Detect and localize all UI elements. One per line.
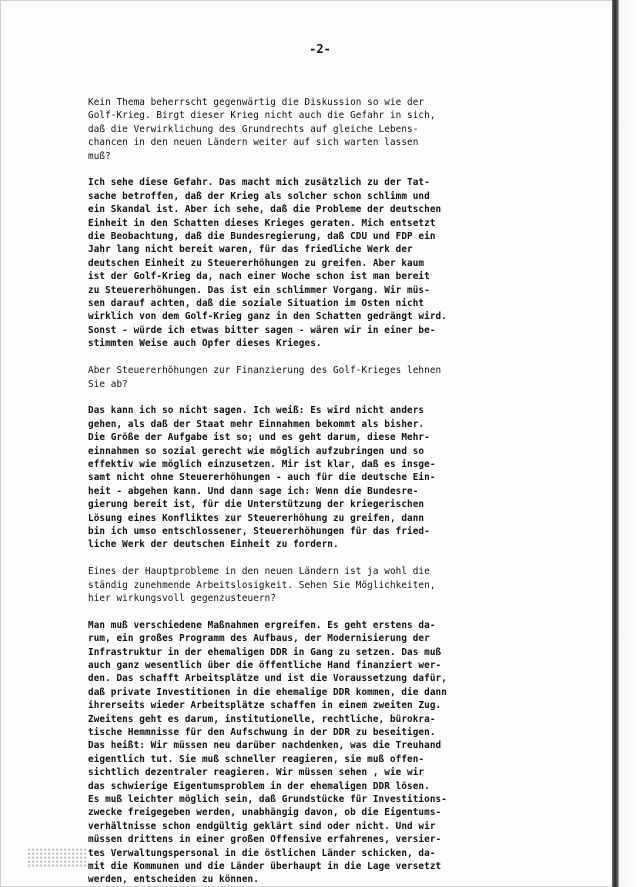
text-line: sichtlich dezentraler reagieren. Wir müssen sehen , wie wir [88, 767, 425, 779]
text-line: ist der Golf-Krieg da, nach einer Woche schon ist man bereit [88, 271, 430, 283]
text-line: effektiv wie möglich einzusetzen. Mir ist klar, daß es insge- [88, 458, 436, 470]
text-line: Das heißt: Wir müssen neu darüber nachdenken, was die Treuhand [88, 740, 442, 752]
text-line: rum, ein großes Programm des Aufbaus, der Modernisierung der [88, 633, 430, 645]
text-line: sen darauf achten, daß die soziale Situation im Osten nicht [88, 298, 425, 310]
interview-text [88, 96, 588, 887]
text-line: stimmten Weise auch Opfer dieses Krieges. [88, 338, 322, 350]
text-line: ständig zunehmende Arbeitslosigkeit. Sehen Sie Möglichkeiten, [88, 579, 436, 591]
text-line: Sonst - würde ich etwas bitter sagen - wären wir in einer be- [88, 324, 436, 336]
text-line: zwecke freigegeben werden, unabhängig davon, ob die Eigentums- [88, 807, 442, 819]
text-line: Sie ab? [88, 378, 128, 390]
text-line: Infrastruktur in der ehemaligen DDR in Gang zu setzen. Das muß [88, 646, 442, 658]
text-line: gehen, als daß der Staat mehr Einnahmen bekommt als bisher. [88, 418, 425, 430]
interview-question [88, 565, 588, 605]
interview-question [88, 96, 588, 163]
text-line: daß private Investitionen in die ehemalige DDR kommen, die dann [88, 686, 447, 698]
text-line: wirklich von dem Golf-Krieg ganz in den Schatten gedrängt wird. [88, 311, 447, 323]
text-line: gierung bereit ist, für die Unterstützung der kriegerischen [88, 499, 425, 511]
text-line: Einheit in den Schatten dieses Krieges geraten. Mich entsetzt [88, 217, 436, 229]
text-line: verhältnisse schon endgültig geklärt sind oder nicht. Und wir [88, 820, 436, 832]
text-line: Kein Thema beherrscht gegenwärtig die Diskussion so wie der [88, 97, 425, 108]
interview-question [88, 364, 588, 391]
text-line: sache betroffen, daß der Krieg als solcher schon schlimm und [88, 190, 430, 202]
scan-edge-shadow [612, 0, 619, 887]
text-line: deutschen Einheit zu Steuererhöhungen zu greifen. Aber kaum [88, 257, 425, 269]
text-line: auch ganz wesentlich über die öffentliche Hand finanziert wer- [88, 659, 442, 671]
text-line: Aber Steuererhöhungen zur Finanzierung des Golf-Krieges lehnen [88, 365, 442, 377]
text-line: chancen in den neuen Ländern weiter auf sich warten lassen [88, 137, 419, 149]
text-line: liche Werk der deutschen Einheit zu fordern. [88, 539, 339, 551]
text-line: die Beobachtung, daß die Bundesregierung, daß CDU und FDP ein [88, 231, 436, 243]
text-line: Zweitens geht es darum, institutionelle, rechtliche, bürokra- [88, 713, 436, 725]
text-line: Das kann ich so nicht sagen. Ich weiß: Es wird nicht anders [88, 405, 425, 417]
text-line: Eines der Hauptprobleme in den neuen Ländern ist ja wohl die [88, 566, 430, 578]
text-line: Man muß verschiedene Maßnahmen ergreifen. Es geht erstens da- [88, 619, 436, 631]
text-line: samt nicht ohne Steuererhöhungen - auch für die deutsche Ein- [88, 472, 436, 484]
text-line: einnahmen so sozial gerecht wie möglich aufzubringen und so [88, 445, 425, 457]
text-line: bin ich umso entschlossener, Steuererhöhungen für das fried- [88, 525, 430, 537]
text-line: den. Das schafft Arbeitsplätze und ist die Voraussetzung dafür, [88, 673, 447, 685]
text-line: Golf-Krieg. Birgt dieser Krieg nicht auch die Gefahr in sich, [88, 110, 436, 122]
text-line: ein Skandal ist. Aber ich sehe, daß die Probleme der deutschen [88, 204, 442, 216]
text-line: muß? [88, 150, 111, 162]
interview-answer [88, 619, 588, 887]
text-line: werden, entscheiden zu können. [88, 874, 259, 886]
page-number: -2- [309, 42, 331, 56]
text-line: müssen drittens in einer großen Offensive erfahrenes, versier- [88, 834, 442, 846]
text-line: mit die Kommunen und die Länder überhaupt in die Lage versetzt [88, 861, 442, 873]
text-line: das schwierige Eigentumsproblem in der ehemaligen DDR lösen. [88, 780, 430, 792]
text-line: Es muß leichter möglich sein, daß Grundstücke für Investitions- [88, 794, 447, 806]
text-line: daß die Verwirklichung des Grundrechts auf gleiche Lebens- [88, 123, 419, 135]
text-line: tes Verwaltungspersonal in die östlichen Länder schicken, da- [88, 847, 436, 859]
scan-margin [619, 0, 639, 887]
text-line: Die Größe der Aufgabe ist so; und es geht darum, diese Mehr- [88, 432, 430, 444]
scan-noise [28, 848, 88, 868]
text-line: Ich sehe diese Gefahr. Das macht mich zusätzlich zu der Tat- [88, 177, 430, 189]
text-line: ihrerseits wieder Arbeitsplätze schaffen in einem zweiten Zug. [88, 700, 442, 712]
interview-answer [88, 176, 588, 350]
text-line: Jahr lang nicht bereit waren, für das friedliche Werk der [88, 244, 413, 256]
text-line: tische Hemmnisse für den Aufschwung in der DDR zu beseitigen. [88, 727, 436, 739]
text-line: heit - abgehen kann. Und dann sage ich: Wenn die Bundesre- [88, 485, 419, 497]
interview-answer [88, 404, 588, 551]
text-line: hier wirkungsvoll gegenzusteuern? [88, 592, 277, 604]
text-line: eigentlich tut. Sie muß schneller reagieren, sie muß offen- [88, 753, 425, 765]
text-line: Lösung eines Konfliktes zur Steuererhöhung zu greifen, dann [88, 512, 425, 524]
text-line: zu Steuererhöhungen. Das ist ein schlimmer Vorgang. Wir müs- [88, 284, 430, 296]
